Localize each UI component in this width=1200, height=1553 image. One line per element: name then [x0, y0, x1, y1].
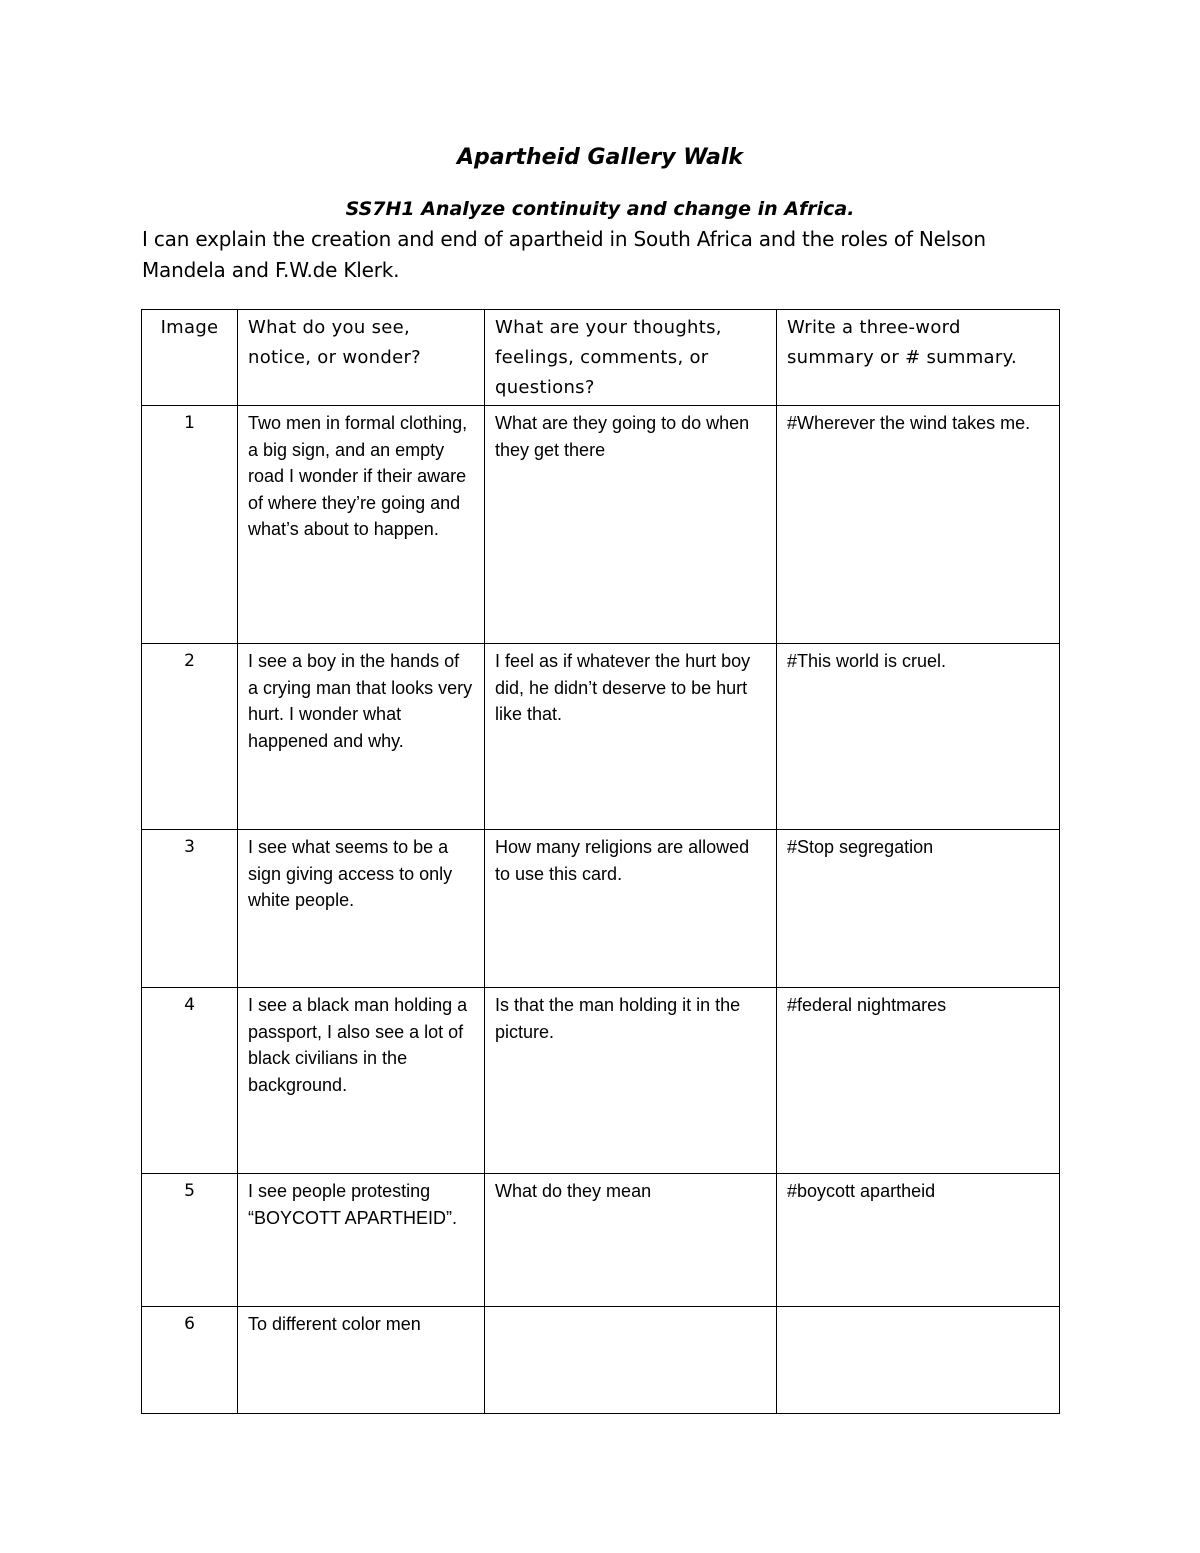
- gallery-walk-table: [141, 309, 1060, 1414]
- table-row: [142, 644, 1060, 830]
- thoughts-cell: I feel as if whatever the hurt boy did, he didn’t deserve to be hurt like that.: [485, 644, 777, 830]
- header-thoughts: What are your thoughts, feelings, comments, or questions?: [485, 310, 777, 406]
- standard-heading: SS7H1 Analyze continuity and change in Africa.: [345, 198, 855, 220]
- see-cell: I see a boy in the hands of a crying man that looks very hurt. I wonder what happened and why.: [238, 644, 485, 830]
- summary-cell: #This world is cruel.: [777, 644, 1060, 830]
- table-row: [142, 1307, 1060, 1414]
- image-number-cell: 6: [142, 1307, 238, 1414]
- thoughts-cell: What do they mean: [485, 1174, 777, 1307]
- table-header-row: [142, 310, 1060, 406]
- see-cell: I see a black man holding a passport, I also see a lot of black civilians in the background.: [238, 988, 485, 1174]
- header-summary: Write a three-word summary or # summary.: [777, 310, 1060, 406]
- table-row: [142, 988, 1060, 1174]
- summary-cell: [777, 1307, 1060, 1414]
- summary-cell: #federal nightmares: [777, 988, 1060, 1174]
- see-cell: I see people protesting “BOYCOTT APARTHEID”.: [238, 1174, 485, 1307]
- image-number-cell: 4: [142, 988, 238, 1174]
- thoughts-cell: What are they going to do when they get there: [485, 406, 777, 644]
- thoughts-cell: Is that the man holding it in the picture.: [485, 988, 777, 1174]
- header-image: Image: [142, 310, 238, 406]
- summary-cell: #Stop segregation: [777, 830, 1060, 988]
- see-cell: To different color men: [238, 1307, 485, 1414]
- image-number-cell: 5: [142, 1174, 238, 1307]
- learning-objective: I can explain the creation and end of apartheid in South Africa and the roles of Nelson Mandela and F.W.de Klerk.: [142, 227, 986, 282]
- thoughts-cell: [485, 1307, 777, 1414]
- table-row: [142, 1174, 1060, 1307]
- header-see-notice-wonder: What do you see, notice, or wonder?: [238, 310, 485, 406]
- see-cell: Two men in formal clothing, a big sign, and an empty road I wonder if their aware of where they’re going and what’s about to happen.: [238, 406, 485, 644]
- thoughts-cell: How many religions are allowed to use this card.: [485, 830, 777, 988]
- see-cell: I see what seems to be a sign giving access to only white people.: [238, 830, 485, 988]
- page-title: Apartheid Gallery Walk: [456, 145, 744, 170]
- table-row: [142, 406, 1060, 644]
- image-number-cell: 3: [142, 830, 238, 988]
- image-number-cell: 2: [142, 644, 238, 830]
- image-number-cell: 1: [142, 406, 238, 644]
- summary-cell: #boycott apartheid: [777, 1174, 1060, 1307]
- table-row: [142, 830, 1060, 988]
- summary-cell: #Wherever the wind takes me.: [777, 406, 1060, 644]
